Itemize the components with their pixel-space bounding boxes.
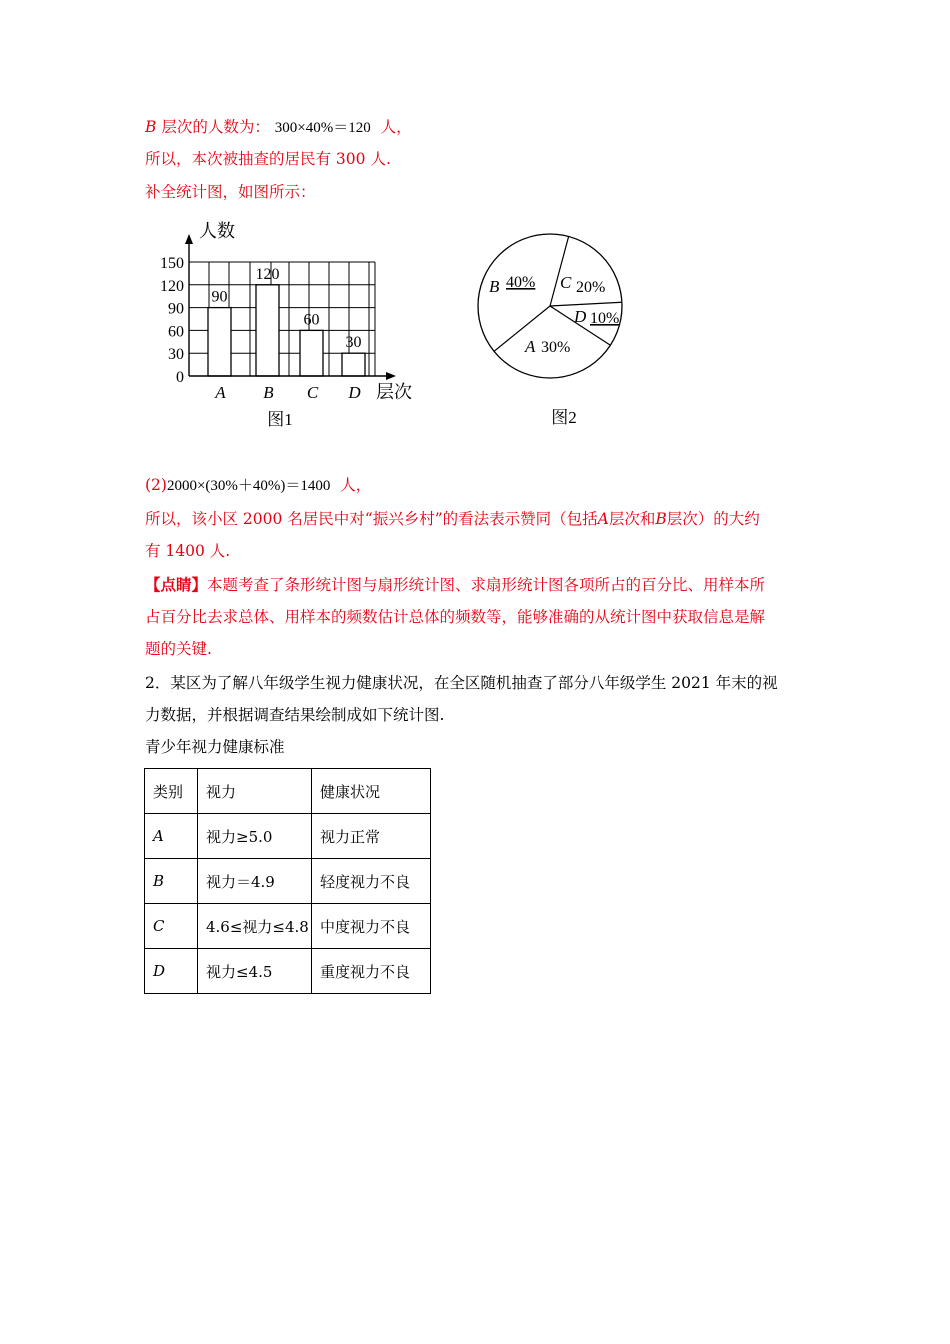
y-tick-label: 60 <box>168 323 184 341</box>
y-axis-arrow <box>185 234 193 244</box>
table-row <box>145 859 431 904</box>
y-tick-label: 90 <box>168 300 184 318</box>
text-segment: 层次和 <box>608 510 656 528</box>
header-cell: 类别 <box>145 769 198 814</box>
slice-percent-b: 40% <box>506 274 536 291</box>
table-title: 青少年视力健康标准 <box>145 738 285 756</box>
header-cell: 健康状况 <box>312 769 431 814</box>
answer-line-complete: 补全统计图，如图所示： <box>145 183 316 201</box>
table-cell: 视力≤4.5 <box>198 949 312 994</box>
answer-part2 <box>145 475 371 496</box>
comment-line2: 占百分比去求总体、用样本的频数估计总体的频数等，能够准确的从统计图中获取信息是解 <box>145 608 766 626</box>
slice-label-d: D <box>574 307 587 326</box>
bar-a <box>208 308 231 376</box>
var-b: B <box>655 510 667 528</box>
answer-part2-line2 <box>145 509 760 529</box>
table-cell: 视力＝4.9 <box>198 859 312 904</box>
equation: 2000×(30%＋40%)＝1400 <box>166 478 331 494</box>
pie-chart <box>470 225 650 436</box>
table-cell: 轻度视力不良 <box>312 859 431 904</box>
data-label: 90 <box>211 288 228 306</box>
part-label: (2) <box>145 476 167 494</box>
table-cell: 视力≥5.0 <box>198 814 312 859</box>
chart-caption: 图2 <box>551 408 577 427</box>
comment-line3: 题的关键. <box>145 640 212 658</box>
var-a: A <box>597 510 609 528</box>
equation: 300×40%＝120 <box>274 120 371 136</box>
answer-part2-line3: 有 1400 人. <box>145 542 231 560</box>
data-label: 60 <box>303 311 320 329</box>
slice-percent-d: 10% <box>590 310 620 327</box>
y-tick-label: 120 <box>160 277 184 295</box>
bar-d <box>342 353 365 376</box>
table-cell: 重度视力不良 <box>312 949 431 994</box>
slice-label-c: C <box>560 273 572 292</box>
y-tick-label: 30 <box>168 346 184 364</box>
table-cell: 中度视力不良 <box>312 904 431 949</box>
answer-line-total: 所以，本次被抽查的居民有 300 人. <box>145 150 391 168</box>
slice-label-b: B <box>489 277 500 296</box>
bar-b <box>256 285 279 376</box>
table-cell: C <box>145 904 198 949</box>
category-label: C <box>306 383 319 402</box>
comment-line1 <box>145 575 765 595</box>
table-header-row <box>145 769 431 814</box>
slice-label-a: A <box>525 337 536 356</box>
slice-percent-c: 20% <box>576 279 606 296</box>
table-cell: D <box>145 949 198 994</box>
vision-standard-table <box>144 768 431 994</box>
question2-line2: 力数据，并根据调查结果绘制成如下统计图. <box>145 706 445 724</box>
category-label: D <box>348 383 361 402</box>
question2-line1: 2．某区为了解八年级学生视力健康状况，在全区随机抽查了部分八年级学生 2021 年末的视 <box>145 674 778 692</box>
data-label: 120 <box>255 265 280 283</box>
table-row <box>145 904 431 949</box>
category-label: B <box>263 383 274 402</box>
table-cell: 视力正常 <box>312 814 431 859</box>
header-cell: 视力 <box>198 769 312 814</box>
category-label: A <box>215 383 226 402</box>
x-axis-arrow <box>386 372 396 380</box>
y-tick-label: 150 <box>160 255 184 272</box>
y-tick-label: 0 <box>176 369 184 386</box>
table-cell: 4.6≤视力≤4.8 <box>198 904 312 949</box>
bar-c <box>300 330 323 376</box>
comment-tag: 【点睛】 <box>145 575 208 594</box>
unit: 人， <box>380 118 412 136</box>
unit: 人， <box>340 476 372 494</box>
answer-text: 层次的人数为： <box>161 118 270 136</box>
chart-caption: 图1 <box>267 410 293 429</box>
text-segment: 所以，该小区 2000 名居民中对“振兴乡村”的看法表示赞同（包括 <box>145 510 598 528</box>
data-label: 30 <box>345 334 362 352</box>
table-cell: A <box>145 814 198 859</box>
slice-percent-a: 30% <box>541 339 571 356</box>
x-axis-label: 层次 <box>376 382 412 402</box>
var-b: B <box>145 118 157 136</box>
text-segment: 层次）的大约 <box>666 510 760 528</box>
bar-chart <box>140 214 440 436</box>
comment-text: 本题考查了条形统计图与扇形统计图、求扇形统计图各项所占的百分比、用样本所 <box>207 576 766 594</box>
table-row <box>145 814 431 859</box>
y-axis-label: 人数 <box>199 221 235 241</box>
table-row <box>145 949 431 994</box>
table-cell: B <box>145 859 198 904</box>
answer-line-b-count <box>145 117 412 138</box>
